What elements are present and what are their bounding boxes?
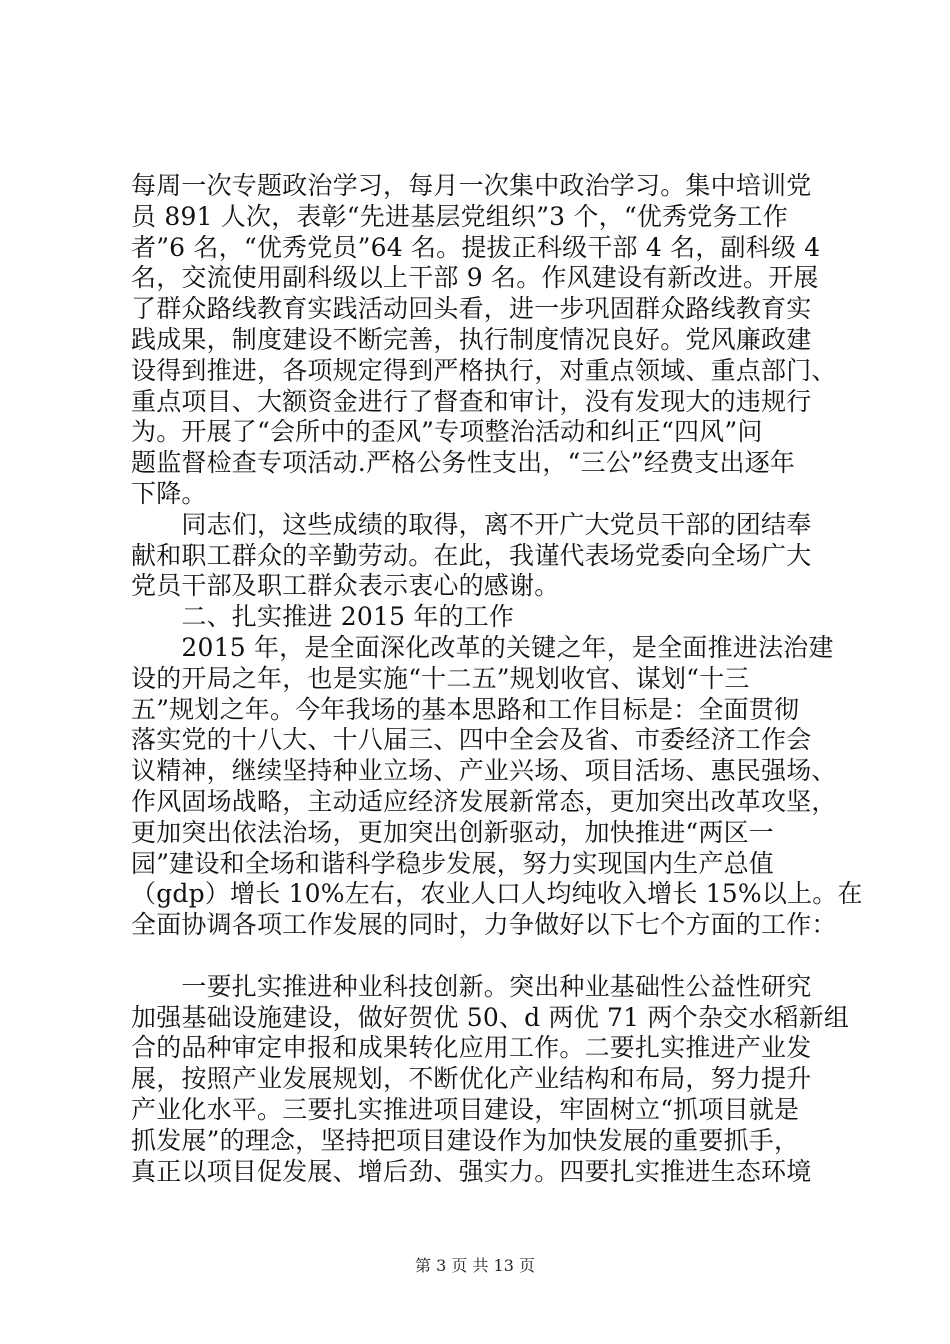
text-line: 五”规划之年。今年我场的基本思路和工作目标是：全面贯彻 (131, 694, 800, 724)
text-line: 一要扎实推进种业科技创新。突出种业基础性公益性研究 (131, 971, 812, 1001)
text-line: （gdp）增长 10%左右，农业人口人均纯收入增长 15%以上。在 (131, 879, 863, 909)
text-line: 了群众路线教育实践活动回头看，进一步巩固群众路线教育实 (131, 294, 812, 324)
text-line: 下降。 (131, 478, 207, 508)
text-line: 加强基础设施建设，做好贺优 50、d 两优 71 两个杂交水稻新组 (131, 1002, 850, 1032)
text-line: 落实党的十八大、十八届三、四中全会及省、市委经济工作会 (131, 725, 812, 755)
text-line: 践成果，制度建设不断完善，执行制度情况良好。党风廉政建 (131, 324, 812, 354)
page-footer: 第 3 页 共 13 页 (415, 1256, 535, 1275)
text-line: 者”6 名，“优秀党员”64 名。提拔正科级干部 4 名，副科级 4 (131, 232, 821, 262)
text-line: 全面协调各项工作发展的同时，力争做好以下七个方面的工作： (131, 910, 837, 940)
text-line: 员 891 人次，表彰“先进基层党组织”3 个，“优秀党务工作 (131, 201, 789, 231)
text-line: 议精神，继续坚持种业立场、产业兴场、项目活场、惠民强场、 (131, 756, 837, 786)
text-line: 展，按照产业发展规划，不断优化产业结构和布局，努力提升 (131, 1064, 812, 1094)
text-line: 党员干部及职工群众表示衷心的感谢。 (131, 571, 560, 601)
text-line: 合的品种审定申报和成果转化应用工作。二要扎实推进产业发 (131, 1033, 812, 1063)
text-line: 更加突出依法治场，更加突出创新驱动，加快推进“两区一 (131, 817, 774, 847)
text-line: 名，交流使用副科级以上干部 9 名。作风建设有新改进。开展 (131, 263, 819, 293)
text-line: 设得到推进，各项规定得到严格执行，对重点领域、重点部门、 (131, 355, 837, 385)
text-line: 设的开局之年，也是实施“十二五”规划收官、谋划“十三 (131, 663, 750, 693)
text-line: 重点项目、大额资金进行了督查和审计，没有发现大的违规行 (131, 386, 812, 416)
text-line: 每周一次专题政治学习，每月一次集中政治学习。集中培训党 (131, 171, 812, 200)
blank-line (131, 941, 831, 972)
text-line: 园”建设和全场和谐科学稳步发展，努力实现国内生产总值 (131, 848, 774, 878)
text-line: 为。开展了“会所中的歪风”专项整治活动和纠正“四风”问 (131, 417, 763, 447)
text-line: 献和职工群众的辛勤劳动。在此，我谨代表场党委向全场广大 (131, 540, 812, 570)
text-line: 作风固场战略，主动适应经济发展新常态，更加突出改革攻坚， (131, 786, 837, 816)
body-text (131, 171, 863, 1187)
text-line: 真正以项目促发展、增后劲、强实力。四要扎实推进生态环境 (131, 1156, 812, 1186)
text-line: 二、扎实推进 2015 年的工作 (131, 602, 515, 632)
text-line: 抓发展”的理念，坚持把项目建设作为加快发展的重要抓手， (131, 1125, 800, 1155)
text-line: 题监督检查专项活动.严格公务性支出，“三公”经费支出逐年 (131, 448, 796, 478)
text-line: 产业化水平。三要扎实推进项目建设，牢固树立“抓项目就是 (131, 1094, 800, 1124)
text-line: 同志们，这些成绩的取得，离不开广大党员干部的团结奉 (131, 509, 812, 539)
text-line: 2015 年，是全面深化改革的关键之年，是全面推进法治建 (131, 632, 834, 662)
